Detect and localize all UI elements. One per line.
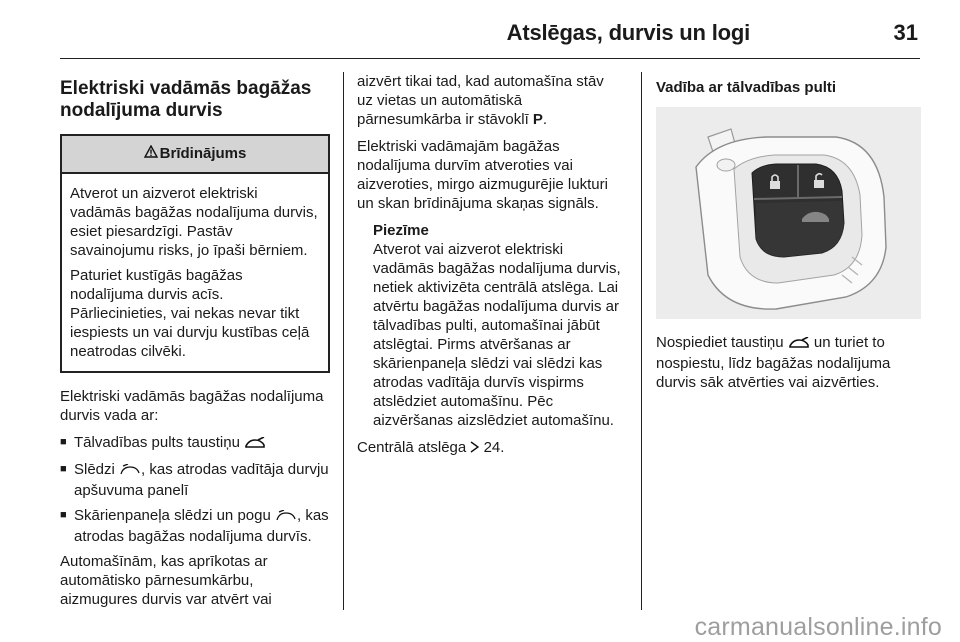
header-divider	[60, 58, 920, 59]
trunk-switch-icon	[119, 462, 141, 481]
intro-paragraph: Elektriski vadāmās bagāžas nodalījuma durvis vada ar:	[60, 388, 324, 424]
paragraph-gear	[357, 72, 623, 129]
page-header-title: Atslēgas, durvis un logi	[506, 20, 750, 45]
list-item-text: Slēdzi	[74, 461, 120, 478]
list-item-text-end: , kas atrodas vadītāja durvju apšuvuma panelī	[74, 461, 329, 499]
remote-key-illustration	[656, 107, 921, 319]
note-body: Atverot vai aizverot elektriski vadāmās bagāžas nodalījuma durvis, netiek aktivizēta centrālā atslēga. Lai atvērtu bagāžas nodalījuma durvis ar tālvadības pulti, automašīnai jābūt atslēgtai. Pirms atvēršanas ar skārienpaneļa slēdzi vai slēdzi kas atrodas vadītāja durvīs vispirms atslēdziet automašīnu. Pēc aizvēršanas aizslēdziet automašīnu.	[373, 241, 621, 429]
cross-reference-text: Centrālā atslēga	[357, 439, 471, 456]
trunk-switch-icon	[275, 508, 297, 527]
subheading: Vadība ar tālvadības pulti	[656, 79, 837, 96]
warning-paragraph-2: Paturiet kustīgās bagāžas nodalījuma durvis acīs. Pārliecinieties, vai nekas nevar tikt iespiests un vai durvju kustības ceļā neatrodas cilvēki.	[70, 267, 310, 360]
gear-position-label: P	[532, 111, 543, 128]
warning-triangle-icon	[144, 144, 158, 163]
remote-key-fob-icon	[656, 107, 921, 319]
trunk-open-remote-icon	[788, 335, 810, 354]
warning-header	[62, 136, 328, 174]
column-divider-1	[343, 72, 344, 610]
trunk-open-remote-icon	[244, 435, 266, 454]
warning-heading: Brīdinājums	[159, 145, 247, 162]
closing-paragraph: Automašīnām, kas aprīkotas ar automātisko pārnesumkārbu, aizmugures durvis var atvērt vai	[60, 553, 272, 608]
note-title: Piezīme	[373, 222, 429, 239]
section-title: Elektriski vadāmās bagāžas nodalījuma durvis	[60, 78, 312, 121]
watermark: carmanualsonline.info	[694, 613, 942, 641]
warning-paragraph-1: Atverot un aizverot elektriski vadāmās bagāžas nodalījuma durvis, esiet piesardzīgi. Pastāv savainojumu risks, jo īpaši bērniem.	[70, 185, 318, 259]
caption-text-end: un turiet to nospiestu, līdz bagāžas nodalījuma durvis sāk atvērties vai aizvērties.	[656, 334, 891, 391]
paragraph-gear-end: .	[542, 111, 548, 128]
bullet-square-icon: ■	[60, 436, 67, 448]
caption-text: Nospiediet taustiņu	[656, 334, 788, 351]
paragraph-signals: Elektriski vadāmajām bagāžas nodalījuma durvīm atveroties vai aizveroties, mirgo aizmugurējie lukturi un skan brīdinājuma skaņas signāls.	[357, 138, 608, 212]
list-item	[60, 433, 330, 454]
column-1	[60, 72, 330, 617]
control-list	[60, 433, 330, 546]
page-number: 31	[893, 20, 918, 45]
column-divider-2	[641, 72, 642, 610]
list-item	[60, 506, 330, 546]
list-item-text-end: , kas atrodas bagāžas nodalījuma durvīs.	[74, 507, 329, 545]
caption-paragraph	[656, 333, 921, 392]
warning-box	[60, 134, 330, 373]
cross-reference[interactable]	[357, 438, 623, 458]
bullet-square-icon: ■	[60, 509, 67, 521]
paragraph-gear-text: aizvērt tikai tad, kad automašīna stāv uz vietas un automātiskā pārnesumkārba ir stāvoklī	[357, 73, 604, 128]
list-item-text: Skārienpaneļa slēdzi un pogu	[74, 507, 275, 524]
note-block	[373, 221, 623, 430]
cross-reference-page: 24.	[479, 439, 505, 456]
warning-body	[62, 174, 328, 371]
list-item-text: Tālvadības pults taustiņu	[74, 434, 245, 451]
column-2	[357, 72, 623, 466]
bullet-square-icon: ■	[60, 463, 67, 475]
column-3	[656, 72, 921, 400]
list-item	[60, 460, 330, 500]
